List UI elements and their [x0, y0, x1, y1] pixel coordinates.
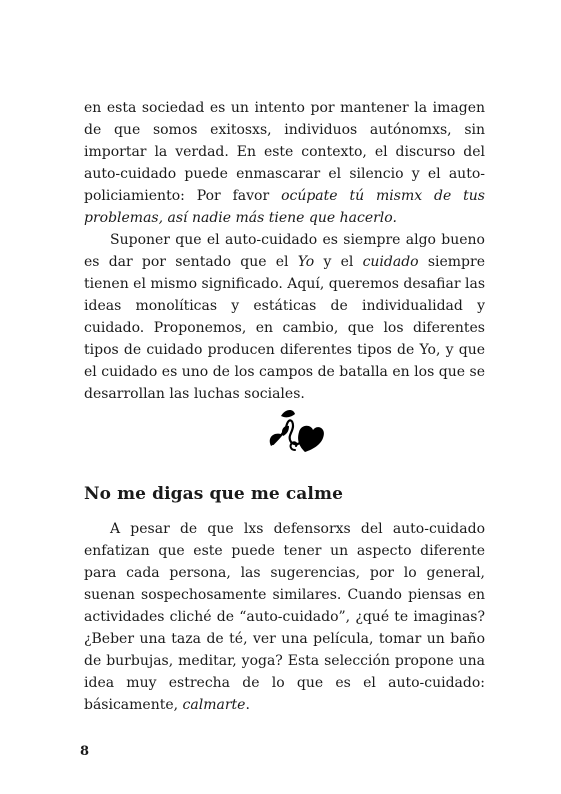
- paragraph2-text-b: y el: [314, 254, 363, 270]
- paragraph2-text-c: siempre tienen el mismo significado. Aquí, queremos desafiar las ideas monolíticas y estáticas de individualidad y cuidado. Proponemos, en cambio, que los diferentes tipos de cuidado producen diferentes tipos de Yo, y que el cuidado es uno de los campos de batalla en los que se desarrollan las luchas sociales.: [84, 254, 485, 402]
- body-text-top: [84, 97, 485, 405]
- section-text-end: .: [245, 697, 250, 713]
- paragraph2-cuidado-italic: cuidado: [362, 254, 419, 270]
- intro-emphasis: ocúpate tú mismx de tus problemas, así nadie más tiene que hacerlo.: [84, 188, 485, 226]
- intro-paragraph: [84, 97, 485, 229]
- section-text: A pesar de que lxs defensorxs del auto-cuidado enfatizan que este puede tener un aspecto diferente para cada persona, las sugerencias, por lo general, suenan sospechosamente similares. Cuando piensas en actividades cliché de “auto-cuidado”, ¿qué te imaginas? ¿Beber una taza de té, ver una película, tomar un baño de burbujas, meditar, yoga? Esta selección propone una idea muy estrecha de lo que es el auto-cuidado: básicamente,: [84, 521, 485, 713]
- page-number: 8: [80, 744, 90, 759]
- section-paragraph: [84, 518, 485, 716]
- section-heading: No me digas que me calme: [84, 484, 343, 504]
- self-care-paragraph: [84, 229, 485, 405]
- intro-text: en esta sociedad es un intento por mantener la imagen de que somos exitosxs, individuos autónomxs, sin importar la verdad. En este contexto, el discurso del auto-cuidado puede enmascarar el silencio y el auto-policiamiento: Por favor: [84, 100, 485, 204]
- floral-heart-ornament-icon: [265, 406, 327, 454]
- paragraph2-yo-italic: Yo: [297, 254, 315, 270]
- body-text-bottom: [84, 518, 485, 716]
- section-emphasis: calmarte: [182, 697, 246, 713]
- paragraph2-text-a: Suponer que el auto-cuidado es siempre algo bueno es dar por sentado que el: [84, 232, 485, 270]
